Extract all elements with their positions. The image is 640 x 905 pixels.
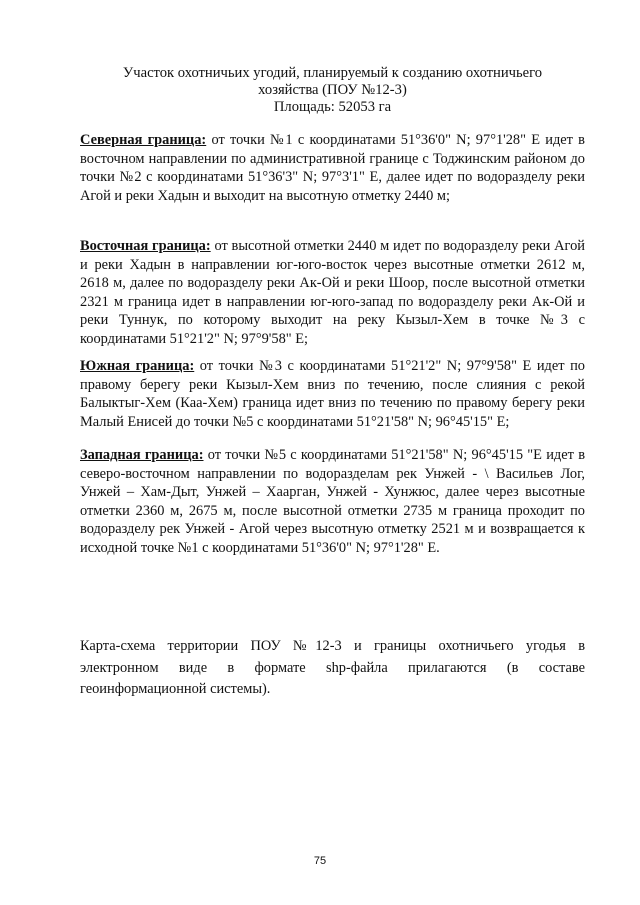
north-boundary-paragraph	[80, 131, 585, 205]
east-boundary-text: от высотной отметки 2440 м идет по водоразделу реки Агой и реки Хадын в направлении юг-юго-восток через высотные отметки 2612 м, 2618 м, далее по водоразделу реки Ак-Ой и реки Шоор, после высотной отметки 2321 м граница идет в направлении юг-юго-запад по водоразделу реки Ак-Ой и реки Туннук, по которому выходит на реку Кызыл-Хем в точке №3 с координатами 51°21'2" N; 97°9'58" E;	[80, 238, 585, 347]
east-boundary-paragraph	[80, 237, 585, 349]
area-line: Площадь: 52053 га	[273, 99, 392, 115]
west-boundary-paragraph	[80, 446, 585, 558]
south-boundary-heading: Южная граница:	[80, 358, 195, 374]
west-boundary-heading: Западная граница:	[80, 447, 204, 463]
north-boundary-text: от точки №1 с координатами 51°36'0" N; 97°1'28" E идет в восточном направлении по административной границе с Тоджинским районом до точки №2 с координатами 51°36'3" N; 97°3'1" E, далее идет по водоразделу реки Агой и реки Хадын и выходит на высотную отметку 2440 м;	[80, 132, 585, 204]
map-scheme-note: Карта-схема территории ПОУ №12-3 и границы охотничьего угодья в электронном виде в формате shp-файла прилагаются (в составе геоинформационной системы).	[80, 638, 585, 697]
title-line-1: Участок охотничьих угодий, планируемый к созданию охотничьего	[122, 65, 543, 81]
south-boundary-paragraph	[80, 357, 585, 431]
page-number: 75	[313, 855, 327, 867]
document-title	[80, 65, 585, 116]
north-boundary-heading: Северная граница:	[80, 132, 207, 148]
east-boundary-heading: Восточная граница:	[80, 238, 211, 254]
title-line-2: хозяйства (ПОУ №12-3)	[258, 82, 407, 98]
west-boundary-text: от точки №5 с координатами 51°21'58" N; 96°45'15 "E идет в северо-восточном направлении по водоразделам рек Унжей - \ Васильев Лог, Унжей – Хам-Дыт, Унжей – Хаарган, Унжей - Хунжюс, далее через высотные отметки 2360 м, 2675 м, после высотной отметки 2735 м граница проходит по водоразделу рек Унжей - Агой через высотную отметку 2521 м и возвращается к исходной точке №1 с координатами 51°36'0" N; 97°1'28" E.	[80, 447, 585, 556]
south-boundary-text: от точки №3 с координатами 51°21'2" N; 97°9'58" E идет по правому берегу реки Кызыл-Хем вниз по течению, после слияния с рекой Балыктыг-Хем (Каа-Хем) граница идет вниз по течению по правому берегу реки Малый Енисей до точки №5 с координатами 51°21'58" N; 96°45'15" E;	[80, 358, 586, 430]
